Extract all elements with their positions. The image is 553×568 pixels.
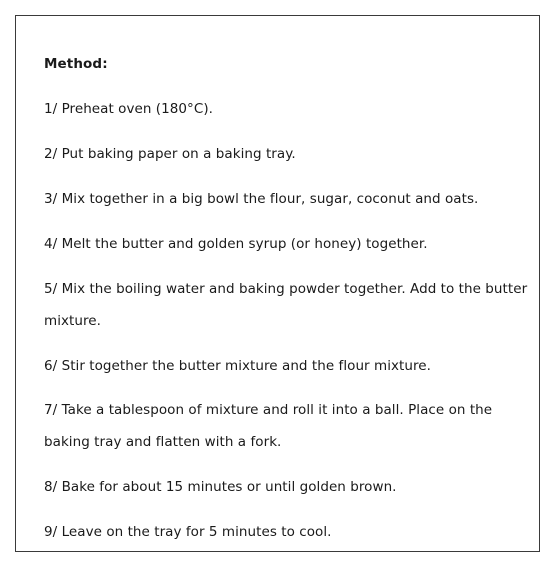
method-heading: Method: [44,56,108,72]
method-step-6: 6/ Stir together the butter mixture and the flour mixture. [44,358,431,374]
method-box [15,15,540,552]
method-step-8: 8/ Bake for about 15 minutes or until golden brown. [44,479,397,495]
method-step-4: 4/ Melt the butter and golden syrup (or honey) together. [44,236,428,252]
method-step-9: 9/ Leave on the tray for 5 minutes to cool. [44,524,332,540]
method-step-7: 7/ Take a tablespoon of mixture and roll it into a ball. Place on the baking tray and flatten with a fork. [44,402,493,450]
method-step-1: 1/ Preheat oven (180°C). [44,101,213,117]
method-step-5: 5/ Mix the boiling water and baking powder together. Add to the butter mixture. [44,281,528,329]
method-step-3: 3/ Mix together in a big bowl the flour, sugar, coconut and oats. [44,191,479,207]
method-step-2: 2/ Put baking paper on a baking tray. [44,146,296,162]
